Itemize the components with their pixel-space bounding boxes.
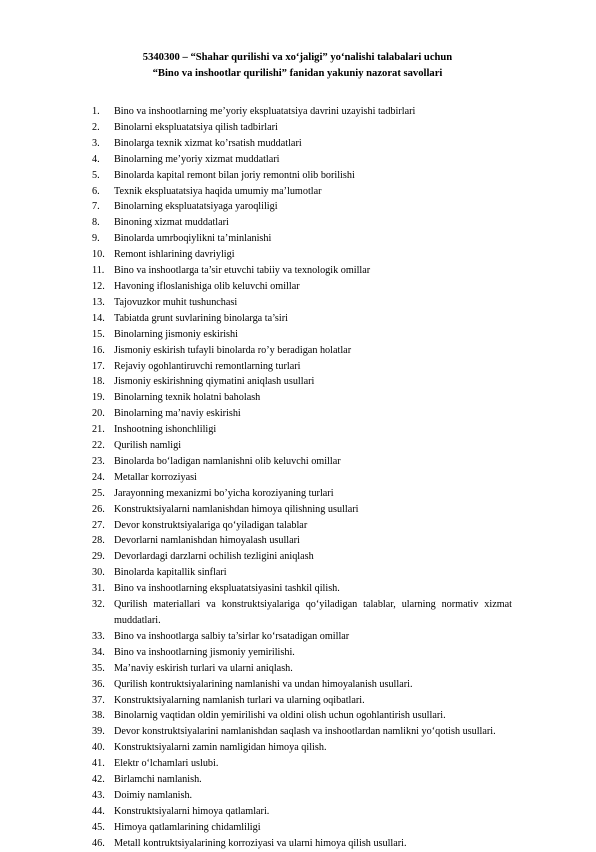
question-text: Metall kontruktsiyalarining korroziyasi va ularni himoya qilish usullari.: [114, 837, 407, 849]
list-item: [92, 422, 512, 438]
question-text: Remont ishlarining davriyligi: [114, 249, 235, 261]
question-number: 1.: [92, 106, 100, 117]
list-item: [92, 836, 512, 852]
question-text: Konstruktsiyalarni zamin namligidan himoya qilish.: [114, 742, 327, 754]
question-text: Konstruktsiyalarni namlanishdan himoya qilishning usullari: [114, 503, 359, 515]
question-text: Binolarda bo‘ladigan namlanishni olib keluvchi omillar: [114, 455, 341, 467]
list-item: [92, 740, 512, 756]
list-item: [92, 215, 512, 231]
list-item: [92, 168, 512, 184]
question-number: 32.: [92, 599, 105, 611]
question-text: Jarayonning mexanizmi bo’yicha koroziyaning turlari: [114, 487, 334, 499]
question-number: 23.: [92, 455, 105, 467]
question-number: 2.: [92, 121, 100, 133]
list-item: [92, 804, 512, 820]
question-text: Binolarning ma’naviy eskirishi: [114, 408, 241, 420]
question-number: 3.: [92, 137, 100, 149]
question-number: 21.: [92, 424, 105, 436]
question-number: 14.: [92, 312, 105, 324]
question-text: Tabiatda grunt suvlarining binolarga ta’siri: [114, 312, 288, 324]
list-item: [92, 518, 512, 534]
question-text: Qurilish kontruktsiyalarining namlanishi va undan himoyalanish usullari.: [114, 678, 413, 690]
list-item: [92, 295, 512, 311]
question-text: Binolarnig vaqtidan oldin yemirilishi va oldini olish uchun ogohlantirish usullari.: [114, 710, 446, 722]
question-number: 43.: [92, 789, 105, 801]
question-number: 11.: [92, 265, 105, 277]
question-text: Konstruktsiyalarning namlanish turlari va ularning oqibatlari.: [114, 694, 365, 706]
list-item: [92, 677, 512, 693]
list-item: [92, 502, 512, 518]
question-number: 28.: [92, 535, 105, 547]
question-number: 4.: [92, 153, 100, 165]
list-item: [92, 486, 512, 502]
question-text: Inshootning ishonchliligi: [114, 424, 217, 436]
question-number: 18.: [92, 376, 105, 388]
question-text: Bino va inshootlarning me’yoriy ekspluatatsiya davrini uzayishi tadbirlari: [114, 106, 416, 117]
question-text: Binolarda umrboqiylikni ta’minlanishi: [114, 233, 272, 245]
question-number: 9.: [92, 233, 100, 245]
question-number: 5.: [92, 169, 100, 181]
list-item: [92, 820, 512, 836]
question-number: 7.: [92, 201, 100, 213]
list-item: [92, 343, 512, 359]
list-item: [92, 693, 512, 709]
list-item: [92, 406, 512, 422]
question-text: Binolarda kapitallik sinflari: [114, 567, 227, 579]
list-item: [92, 549, 512, 565]
list-item: [92, 454, 512, 470]
list-item: [92, 724, 512, 740]
list-item: [92, 311, 512, 327]
question-text: Binolarga texnik xizmat ko’rsatish muddatlari: [114, 137, 302, 149]
question-text: Jismoniy eskirish tufayli binolarda ro’y beradigan holatlar: [114, 344, 352, 356]
question-list: [92, 104, 512, 852]
list-item: [92, 470, 512, 486]
header-title-line-1: 5340300 – “Shahar qurilishi va xo‘jaligi” yo‘nalishi talabalari uchun: [142, 52, 453, 63]
question-number: 6.: [92, 185, 100, 197]
list-item: [92, 327, 512, 343]
question-text: Devor konstruktsiyalarini namlanishdan saqlash va inshootlardan namlikni yo‘qotish usullari.: [114, 726, 496, 738]
question-text: Ma’naviy eskirish turlari va ularni aniqlash.: [114, 662, 293, 674]
question-text: Konstruktsiyalarni himoya qatlamlari.: [114, 805, 270, 817]
list-item: [92, 120, 512, 136]
question-text: Devor konstruktsiyalariga qo‘yiladigan talablar: [114, 519, 308, 531]
list-item: [92, 279, 512, 295]
question-text: Qurilish materiallari va konstruktsiyalariga qo‘yiladigan talablar, ularning normativ xizmat muddatlari.: [114, 599, 512, 626]
question-text: Binolarning ekspluatatsiyaga yaroqliligi: [114, 201, 278, 213]
question-text: Devorlardagi darzlarni ochilish tezligini aniqlash: [114, 551, 314, 563]
question-text: Doimiy namlanish.: [114, 789, 193, 801]
question-number: 24.: [92, 471, 105, 483]
question-number: 38.: [92, 710, 105, 722]
question-number: 30.: [92, 567, 105, 579]
question-number: 10.: [92, 249, 105, 261]
list-item: [92, 565, 512, 581]
question-number: 22.: [92, 440, 105, 452]
question-text: Bino va inshootlarning ekspluatatsiyasini tashkil qilish.: [114, 583, 340, 595]
question-number: 12.: [92, 280, 105, 292]
question-number: 44.: [92, 805, 105, 817]
question-text: Metallar korroziyasi: [114, 471, 197, 483]
list-item: [92, 597, 512, 629]
question-text: Binolarni ekspluatatsiya qilish tadbirlari: [114, 121, 278, 133]
question-text: Tajovuzkor muhit tushunchasi: [114, 296, 238, 308]
question-text: Binolarning me’yoriy xizmat muddatlari: [114, 153, 280, 165]
question-number: 16.: [92, 344, 105, 356]
document-header: [90, 50, 505, 82]
question-text: Bino va inshootlarga ta’sir etuvchi tabiiy va texnologik omillar: [114, 265, 371, 277]
question-text: Havoning ifloslanishiga olib keluvchi omillar: [114, 280, 300, 292]
list-item: [92, 788, 512, 804]
question-text: Birlamchi namlanish.: [114, 774, 202, 786]
question-text: Qurilish namligi: [114, 440, 182, 452]
list-item: [92, 581, 512, 597]
question-text: Texnik ekspluatatsiya haqida umumiy ma’lumotlar: [114, 185, 322, 197]
question-number: 13.: [92, 296, 105, 308]
question-number: 36.: [92, 678, 105, 690]
question-text: Binoning xizmat muddatlari: [114, 217, 229, 229]
question-text: Devorlarni namlanishdan himoyalash usullari: [114, 535, 300, 547]
question-number: 45.: [92, 821, 105, 833]
list-item: [92, 533, 512, 549]
list-item: [92, 263, 512, 279]
question-text: Binolarda kapital remont bilan joriy remontni olib borilishi: [114, 169, 355, 181]
list-item: [92, 645, 512, 661]
list-item: [92, 438, 512, 454]
question-number: 37.: [92, 694, 105, 706]
list-item: [92, 756, 512, 772]
question-number: 19.: [92, 392, 105, 404]
list-item: [92, 184, 512, 200]
list-item: [92, 390, 512, 406]
question-number: 31.: [92, 583, 105, 595]
list-item: [92, 629, 512, 645]
question-number: 8.: [92, 217, 100, 229]
question-number: 15.: [92, 328, 105, 340]
question-number: 40.: [92, 742, 105, 754]
header-title-line-2: “Bino va inshootlar qurilishi” fanidan yakuniy nazorat savollari: [152, 68, 443, 79]
question-number: 46.: [92, 837, 105, 849]
question-number: 25.: [92, 487, 105, 499]
question-number: 42.: [92, 774, 105, 786]
list-item: [92, 136, 512, 152]
question-number: 33.: [92, 630, 105, 642]
question-text: Bino va inshootlarga salbiy ta’sirlar ko‘rsatadigan omillar: [114, 630, 350, 642]
list-item: [92, 661, 512, 677]
question-number: 35.: [92, 662, 105, 674]
question-number: 20.: [92, 408, 105, 420]
list-item: [92, 374, 512, 390]
list-item: [92, 247, 512, 263]
question-number: 41.: [92, 758, 105, 770]
list-item: [92, 199, 512, 215]
question-text: Binolarning texnik holatni baholash: [114, 392, 261, 404]
question-text: Binolarning jismoniy eskirishi: [114, 328, 238, 340]
question-text: Bino va inshootlarning jismoniy yemirilishi.: [114, 646, 295, 658]
question-text: Elektr o‘lchamlari uslubi.: [114, 758, 219, 770]
question-number: 17.: [92, 360, 105, 372]
list-item: [92, 708, 512, 724]
list-item: [92, 359, 512, 375]
question-number: 29.: [92, 551, 105, 563]
question-number: 39.: [92, 726, 105, 738]
list-item: [92, 772, 512, 788]
list-item: [92, 231, 512, 247]
question-number: 27.: [92, 519, 105, 531]
question-text: Himoya qatlamlarining chidamliligi: [114, 821, 261, 833]
question-number: 26.: [92, 503, 105, 515]
question-text: Rejaviy ogohlantiruvchi remontlarning turlari: [114, 360, 301, 372]
list-item: [92, 104, 512, 120]
question-text: Jismoniy eskirishning qiymatini aniqlash usullari: [114, 376, 315, 388]
list-item: [92, 152, 512, 168]
question-number: 34.: [92, 646, 105, 658]
